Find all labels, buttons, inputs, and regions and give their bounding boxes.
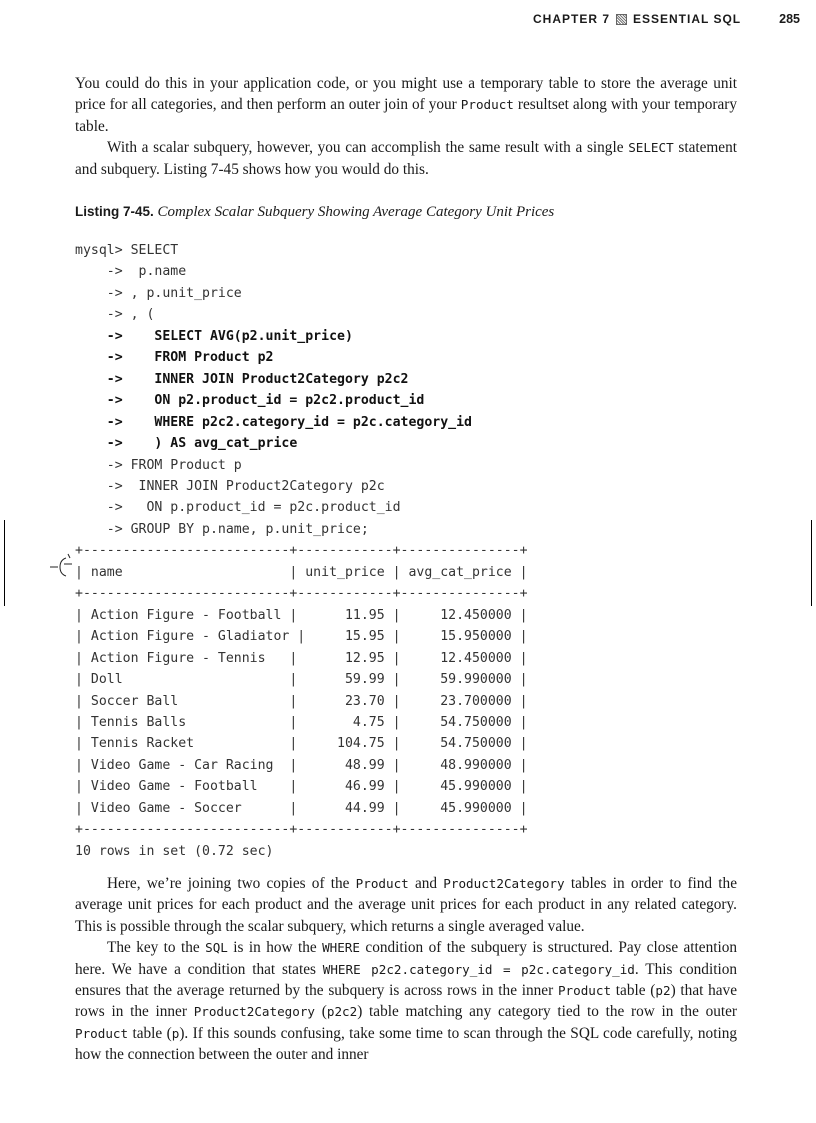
intro-paragraphs [75, 73, 737, 180]
code-line: | Action Figure - Football | 11.95 | 12.450000 | [75, 607, 528, 623]
margin-hook-icon [46, 548, 86, 584]
code-line: +--------------------------+------------+---------------+ [75, 543, 528, 559]
inline-code: Product2Category [193, 1004, 316, 1020]
margin-mark-right [811, 520, 812, 606]
listing-title: Complex Scalar Subquery Showing Average Category Unit Prices [157, 204, 555, 220]
inline-code: SQL [205, 940, 228, 956]
chapter-label: CHAPTER 7 [532, 12, 610, 26]
code-line: | Doll | 59.99 | 59.990000 | [75, 672, 528, 688]
body-paragraphs [75, 873, 737, 1066]
inline-code: WHERE [322, 940, 360, 956]
code-line: -> p.name [75, 264, 187, 280]
code-line: | Action Figure - Gladiator | 15.95 | 15.950000 | [75, 629, 528, 645]
page-number: 285 [779, 12, 800, 26]
running-header [0, 12, 800, 26]
code-line: -> WHERE p2c2.category_id = p2c.category_id [75, 414, 472, 430]
inline-code: WHERE p2c2.category_id = p2c.category_id [322, 961, 635, 977]
paragraph-2: With a scalar subquery, however, you can accomplish the same result with a single SELECT statement and subquery. Listing 7-45 shows how you would do this. [75, 139, 737, 178]
code-line: | Action Figure - Tennis | 12.95 | 12.450000 | [75, 650, 528, 666]
paragraph-4: The key to the SQL is in how the WHERE condition of the subquery is structured. Pay close attention here. We have a condition that states WHERE p2c2.category_id = p2c.category_id. This condition ensures that the average returned by the subquery is across rows in the inner Product table (p2) that have rows in the inner Product2Category (p2c2) table matching any category tied to the row in the outer Product table (p). If this sounds confusing, take some time to scan through the SQL code carefully, noting how the connection between the outer and inner [75, 939, 738, 1064]
code-line: -> INNER JOIN Product2Category p2c2 [75, 371, 409, 387]
inline-code: Product [75, 1025, 129, 1041]
code-line: | Video Game - Soccer | 44.99 | 45.990000 | [75, 800, 528, 816]
inline-code: p [171, 1025, 180, 1041]
separator-square-icon [616, 14, 627, 25]
chapter-title: ESSENTIAL SQL [633, 12, 742, 26]
code-line: +--------------------------+------------+---------------+ [75, 586, 528, 602]
inline-code: p2c2 [326, 1004, 358, 1020]
paragraph-3: Here, we’re joining two copies of the Product and Product2Category tables in order to find the average unit prices for each product and the average unit prices for each product in any related category. This is possible through the scalar subquery, which returns a single averaged value. [75, 875, 737, 935]
paragraph-1: You could do this in your application code, or you might use a temporary table to store the average unit price for all categories, and then perform an outer join of your Product resultset along with your temporary table. [75, 75, 737, 135]
code-line: | Video Game - Football | 46.99 | 45.990000 | [75, 779, 528, 795]
code-line: mysql> SELECT [75, 243, 179, 258]
inline-code: p2 [655, 983, 671, 999]
code-line: | Soccer Ball | 23.70 | 23.700000 | [75, 693, 528, 709]
code-line: | Tennis Racket | 104.75 | 54.750000 | [75, 736, 528, 752]
code-line: -> FROM Product p [75, 457, 242, 473]
code-line: -> , p.unit_price [75, 285, 242, 301]
listing-caption [75, 204, 775, 221]
margin-mark-left [4, 520, 5, 606]
inline-code: Product [355, 876, 409, 891]
code-line: -> ON p.product_id = p2c.product_id [75, 500, 401, 516]
inline-code: Product [557, 983, 612, 999]
code-line: | Video Game - Car Racing | 48.99 | 48.990000 | [75, 757, 528, 773]
code-line: -> ON p2.product_id = p2c2.product_id [75, 393, 425, 409]
code-line: -> SELECT AVG(p2.unit_price) [75, 328, 353, 344]
code-line: -> ) AS avg_cat_price [75, 436, 298, 452]
inline-code: SELECT [628, 140, 674, 156]
code-line: | name | unit_price | avg_cat_price | [75, 564, 528, 580]
code-line: -> INNER JOIN Product2Category p2c [75, 478, 385, 494]
code-line: -> , ( [75, 307, 155, 323]
inline-code: Product [460, 97, 514, 113]
code-line: 10 rows in set (0.72 sec) [75, 843, 274, 859]
listing-number: Listing 7-45. [75, 204, 154, 219]
code-listing [75, 240, 528, 862]
code-line: | Tennis Balls | 4.75 | 54.750000 | [75, 714, 528, 730]
code-line: -> GROUP BY p.name, p.unit_price; [75, 521, 369, 537]
code-line: +--------------------------+------------+---------------+ [75, 822, 528, 838]
inline-code: Product2Category [443, 876, 565, 891]
code-line: -> FROM Product p2 [75, 350, 274, 366]
